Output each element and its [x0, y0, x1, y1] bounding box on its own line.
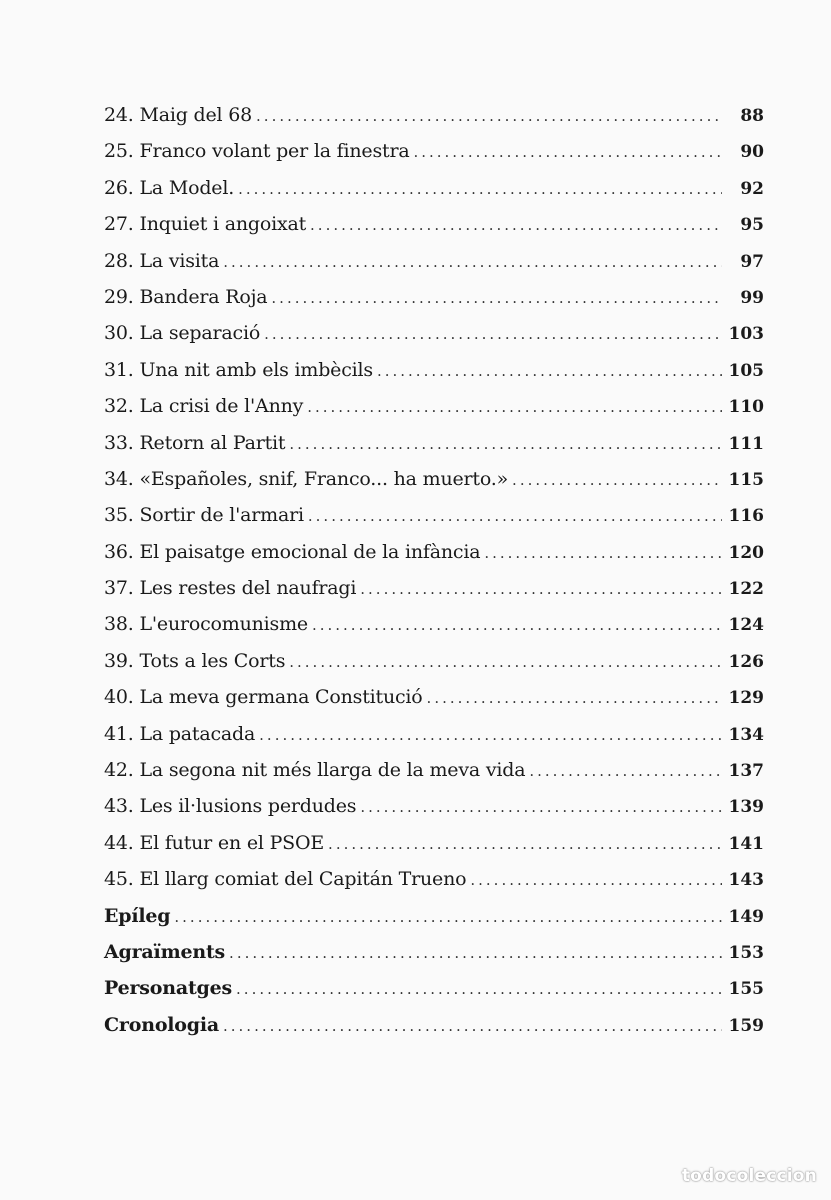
toc-dot-leader — [512, 471, 722, 489]
toc-entry-page: 122 — [728, 579, 764, 600]
toc-entry-page: 137 — [728, 761, 764, 782]
toc-entry-page: 141 — [728, 833, 764, 854]
toc-entry — [104, 250, 764, 286]
toc-entry — [104, 868, 764, 904]
toc-dot-leader — [223, 1017, 722, 1035]
toc-dot-leader — [229, 944, 722, 962]
toc-entry — [104, 140, 764, 176]
toc-dot-leader — [236, 980, 722, 998]
toc-entry — [104, 468, 764, 504]
toc-entry-page: 103 — [728, 324, 764, 345]
toc-dot-leader — [377, 362, 722, 380]
toc-entry-page: 99 — [740, 287, 764, 308]
toc-entry-title: 24. Maig del 68 — [104, 104, 253, 126]
toc-entry-page: 115 — [728, 469, 764, 490]
toc-dot-leader — [470, 871, 722, 889]
toc-entry-page: 159 — [728, 1015, 764, 1036]
toc-dot-leader — [271, 289, 722, 307]
toc-entry — [104, 577, 764, 613]
toc-entry-page: 105 — [728, 360, 764, 381]
toc-entry-title: Cronologia — [104, 1013, 219, 1036]
toc-entry-title: 38. L'eurocomunisme — [104, 613, 308, 636]
toc-entry-title: 34. «Españoles, snif, Franco... ha muerto.» — [104, 467, 509, 490]
toc-entry-page: 155 — [728, 979, 764, 1000]
toc-entry-title: 28. La visita — [104, 249, 220, 272]
toc-dot-leader — [264, 325, 722, 343]
toc-entry-page: 88 — [740, 106, 764, 126]
toc-entry-title: 37. Les restes del naufragi — [104, 577, 357, 600]
toc-dot-leader — [427, 689, 722, 707]
toc-entry-title: 33. Retorn al Partit — [104, 431, 286, 454]
toc-entry — [104, 104, 764, 140]
toc-dot-leader — [307, 398, 722, 416]
toc-entry — [104, 177, 764, 213]
toc-entry-page: 95 — [740, 215, 764, 236]
toc-entry-page: 126 — [728, 651, 764, 672]
toc-entry-page: 134 — [728, 724, 764, 745]
toc-entry — [104, 359, 764, 395]
toc-entry-title: Personatges — [104, 977, 233, 1000]
toc-entry-page: 90 — [740, 142, 764, 163]
toc-entry-title: 30. La separació — [104, 322, 261, 345]
toc-entry-title: 40. La meva germana Constitució — [104, 686, 423, 709]
toc-entry — [104, 832, 764, 868]
toc-dot-leader — [360, 580, 722, 598]
toc-entry-title: 26. La Model. — [104, 176, 235, 199]
toc-entry — [104, 977, 764, 1013]
toc-dot-leader — [289, 435, 722, 453]
toc-entry — [104, 213, 764, 249]
toc-entry-title: 42. La segona nit més llarga de la meva vida — [104, 759, 526, 782]
toc-entry-page: 110 — [728, 397, 764, 418]
toc-dot-leader — [259, 726, 722, 744]
toc-entry-title: 35. Sortir de l'armari — [104, 504, 304, 527]
toc-dot-leader — [484, 544, 722, 562]
toc-entry — [104, 723, 764, 759]
toc-entry — [104, 759, 764, 795]
toc-entry — [104, 541, 764, 577]
toc-entry-page: 116 — [728, 506, 764, 527]
toc-entry — [104, 395, 764, 431]
toc-entry — [104, 650, 764, 686]
toc-entry — [104, 613, 764, 649]
toc-entry — [104, 504, 764, 540]
toc-entry-title: 39. Tots a les Corts — [104, 649, 286, 672]
toc-dot-leader — [310, 216, 722, 234]
toc-entry-title: 25. Franco volant per la finestra — [104, 140, 410, 163]
toc-entry-page: 139 — [728, 797, 764, 818]
toc-entry-title: Epíleg — [104, 904, 171, 927]
toc-entry-title: 41. La patacada — [104, 722, 256, 745]
toc-dot-leader — [413, 143, 722, 161]
toc-dot-leader — [328, 835, 722, 853]
toc-entry-title: 45. El llarg comiat del Capitán Trueno — [104, 868, 467, 891]
toc-entry-page: 120 — [728, 542, 764, 563]
toc-entry-page: 149 — [728, 906, 764, 927]
toc-entry-title: 29. Bandera Roja — [104, 285, 268, 308]
watermark: todocoleccion — [681, 1166, 817, 1186]
toc-dot-leader — [223, 253, 722, 271]
toc-entry-title: 31. Una nit amb els imbècils — [104, 358, 373, 381]
toc-dot-leader — [289, 653, 722, 671]
toc-dot-leader — [360, 798, 722, 816]
toc-dot-leader — [256, 107, 722, 125]
toc-entry-title: 43. Les il·lusions perdudes — [104, 795, 357, 818]
toc-entry-page: 97 — [740, 251, 764, 272]
toc-entry-page: 143 — [728, 870, 764, 891]
toc-dot-leader — [174, 908, 722, 926]
toc-dot-leader — [312, 616, 722, 634]
toc-dot-leader — [238, 180, 722, 198]
toc-entry-title: Agraïments — [104, 940, 226, 963]
toc-entry — [104, 286, 764, 322]
toc-entry — [104, 941, 764, 977]
toc-entry — [104, 432, 764, 468]
toc-dot-leader — [308, 507, 722, 525]
toc-entry-page: 92 — [740, 178, 764, 199]
table-of-contents — [104, 104, 764, 1050]
toc-entry — [104, 322, 764, 358]
toc-entry-title: 36. El paisatge emocional de la infància — [104, 540, 481, 563]
toc-entry-page: 153 — [728, 942, 764, 963]
toc-entry-page: 111 — [728, 433, 764, 454]
toc-entry-page: 129 — [728, 688, 764, 709]
toc-dot-leader — [529, 762, 722, 780]
toc-entry-title: 27. Inquiet i angoixat — [104, 213, 307, 236]
toc-entry-title: 32. La crisi de l'Anny — [104, 395, 304, 418]
toc-entry — [104, 905, 764, 941]
toc-entry — [104, 1014, 764, 1050]
toc-entry — [104, 795, 764, 831]
toc-entry — [104, 686, 764, 722]
toc-entry-page: 124 — [728, 615, 764, 636]
toc-entry-title: 44. El futur en el PSOE — [104, 831, 325, 854]
